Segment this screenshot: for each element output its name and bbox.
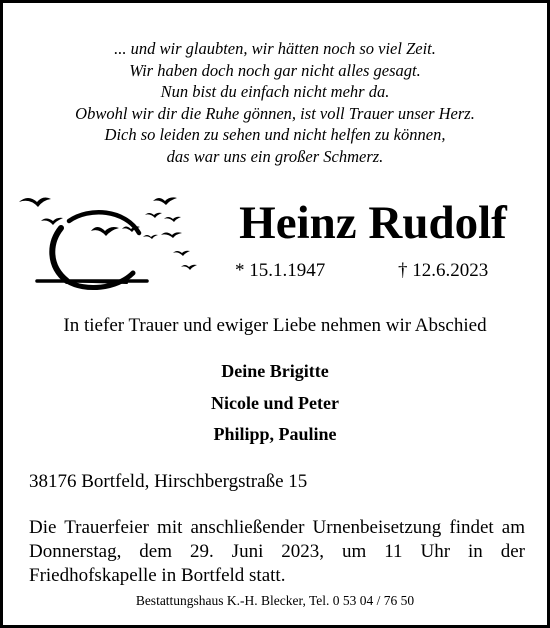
poem-line: Obwohl wir dir die Ruhe gönnen, ist voll Trauer unser Herz. <box>75 103 475 123</box>
poem-line: ... und wir glaubten, wir hätten noch so viel Zeit. <box>114 39 436 58</box>
mourner: Nicole und Peter <box>211 392 339 413</box>
mourners <box>3 356 547 451</box>
poem <box>3 38 547 167</box>
sun-with-birds-icon <box>17 191 203 291</box>
deceased-name: Heinz Rudolf <box>239 197 507 249</box>
birth-date: * 15.1.1947 <box>235 260 326 281</box>
funeral-home: Bestattungshaus K.-H. Blecker, Tel. 0 53 04 / 76 50 <box>135 593 415 608</box>
service-announcement: Die Trauerfeier mit anschließender Urnenbeisetzung findet am Donnerstag, dem 29. Juni 2023, um 11 Uhr in der Friedhofskapelle in Bortfeld statt. <box>29 517 525 586</box>
poem-line: das war uns ein großer Schmerz. <box>166 146 384 166</box>
mourner: Philipp, Pauline <box>213 424 337 444</box>
poem-line: Nun bist du einfach nicht mehr da. <box>160 82 390 101</box>
poem-line: Wir haben doch noch gar nicht alles gesagt. <box>129 60 421 80</box>
mourner: Deine Brigitte <box>221 361 329 381</box>
obituary-notice <box>3 3 547 625</box>
death-date: † 12.6.2023 <box>398 260 489 281</box>
farewell-line: In tiefer Trauer und ewiger Liebe nehmen wir Abschied <box>63 315 487 336</box>
address: 38176 Bortfeld, Hirschbergstraße 15 <box>29 471 308 492</box>
poem-line: Dich so leiden zu sehen und nicht helfen zu können, <box>104 125 446 144</box>
